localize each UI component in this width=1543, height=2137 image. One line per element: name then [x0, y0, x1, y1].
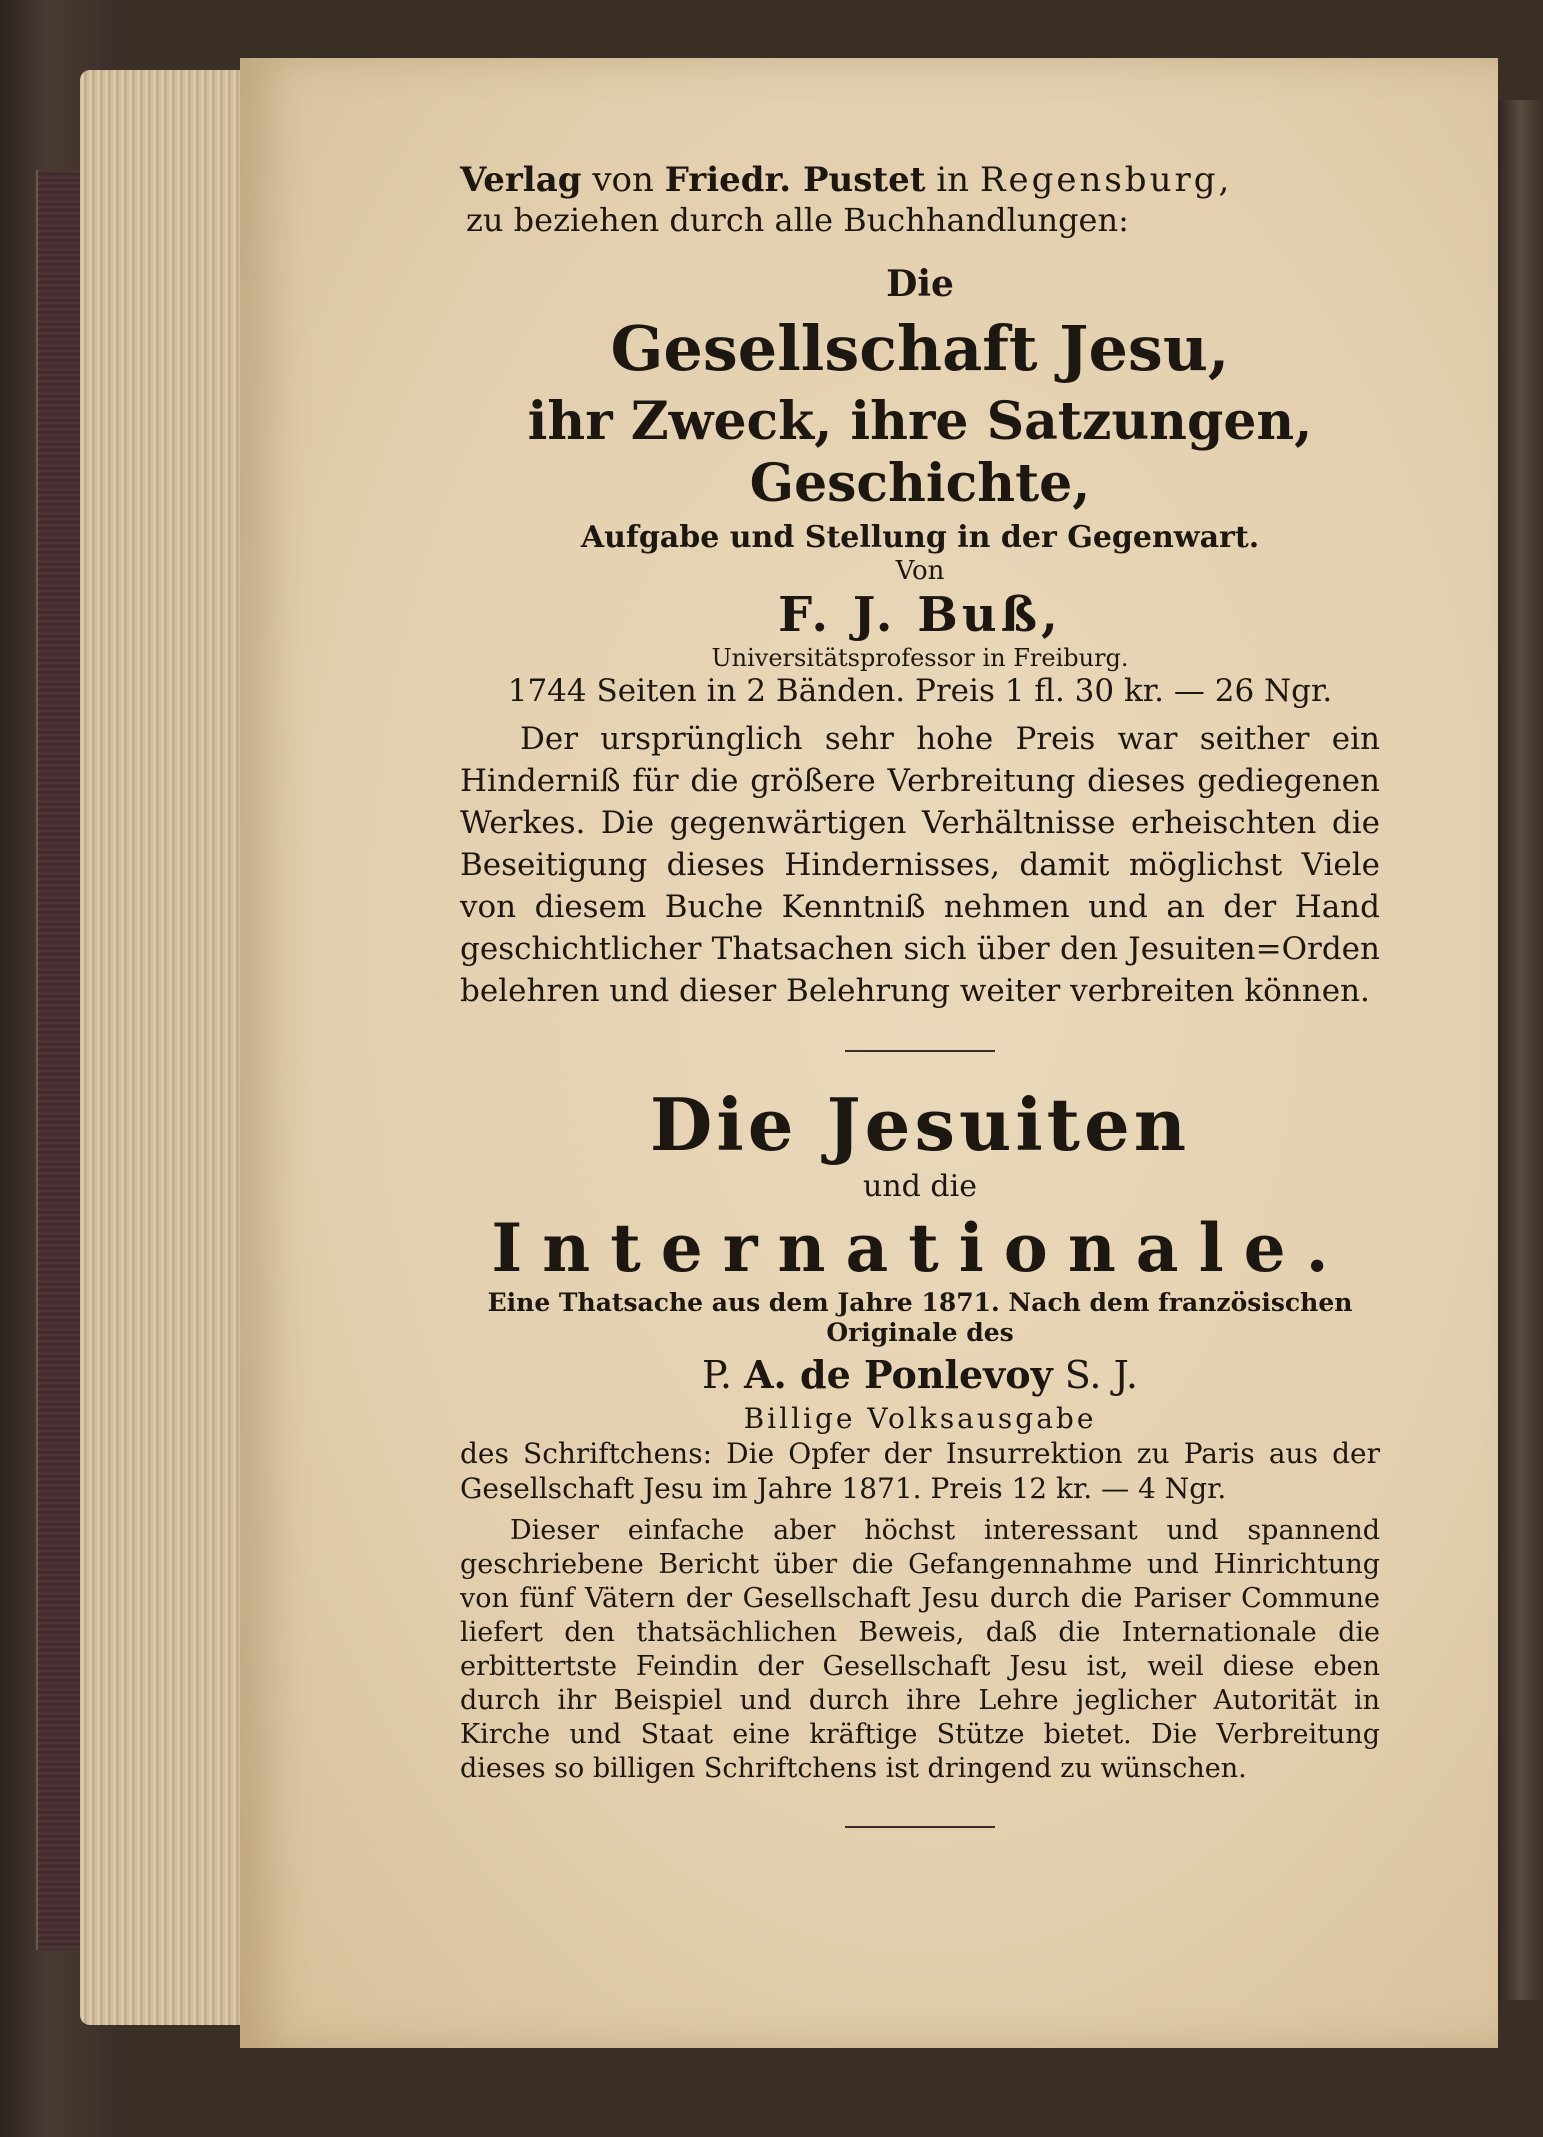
book1-subtitle: ihr Zweck, ihre Satzungen, Geschichte, [527, 390, 1313, 515]
publisher-city: Regensburg, [979, 160, 1233, 200]
book2-subtitle: Eine Thatsache aus dem Jahre 1871. Nach dem französischen Originale des [487, 1287, 1353, 1347]
book2-author-line [460, 1352, 1380, 1399]
page-edges [80, 70, 260, 2025]
page-content [460, 160, 1380, 1828]
publisher-line [460, 160, 1380, 201]
publisher-subline: zu beziehen durch alle Buchhandlungen: [466, 200, 1129, 239]
book1-affiliation: Universitätsprofessor in Freiburg. [711, 644, 1129, 673]
book2-author-post: S. J. [1064, 1352, 1138, 1397]
publisher-name: Friedr. Pustet [664, 160, 926, 200]
book1-subtitle2: Aufgabe und Stellung in der Gegenwart. [580, 519, 1260, 555]
book2-author: A. de Ponlevoy [744, 1351, 1053, 1397]
book1-von: Von [895, 555, 945, 586]
publisher-in: in [936, 160, 970, 200]
right-page-edge [1498, 100, 1543, 2000]
book2-und: und die [863, 1168, 977, 1204]
divider [845, 1050, 995, 1052]
book2-edition: Billige Volksausgabe [743, 1402, 1097, 1436]
book2-edition-desc: des Schriftchens: Die Opfer der Insurrektion zu Paris aus der Gesellschaft Jesu im Jahre 1871. Preis 12 kr. — 4 Ngr. [460, 1437, 1380, 1506]
divider-bottom [845, 1826, 995, 1828]
book1-title: Gesellschaft Jesu, [610, 312, 1230, 386]
book1-author: F. J. Buß, [778, 586, 1062, 643]
book2-description: Dieser einfache aber höchst interessant und spannend geschriebene Bericht über die Gefangennahme und Hinrichtung von fünf Vätern der Gesellschaft Jesu durch die Pariser Commune liefert den thatsächlichen Beweis, daß die Internationale die erbittertste Feindin der Gesellschaft Jesu ist, weil diese eben durch ihr Beispiel und durch ihre Lehre jeglicher Autorität in Kirche und Staat eine kräftige Stütze bietet. Die Verbreitung dieses so billigen Schriftchens ist dringend zu wünschen. [460, 1515, 1380, 1785]
book2-title: Die Jesuiten [649, 1082, 1191, 1168]
book1-die: Die [886, 263, 954, 306]
book2-author-pre: P. [702, 1352, 732, 1397]
cover-spine-strip [36, 170, 84, 1950]
book1-price: 1744 Seiten in 2 Bänden. Preis 1 fl. 30 kr. — 26 Ngr. [507, 673, 1333, 710]
publisher-verlag: Verlag [460, 160, 582, 200]
book2-title2: Internationale. [491, 1208, 1349, 1287]
book1-description: Der ursprünglich sehr hohe Preis war seither ein Hinderniß für die größere Verbreitung dieses gediegenen Werkes. Die gegenwärtigen Verhältnisse erheischten die Beseitigung dieses Hindernisses, damit möglichst Viele von diesem Buche Kenntniß nehmen und an der Hand geschichtlicher Thatsachen sich über den Jesuiten=Orden belehren und dieser Belehrung weiter verbreiten können. [460, 721, 1380, 1010]
publisher-von: von [592, 160, 654, 200]
